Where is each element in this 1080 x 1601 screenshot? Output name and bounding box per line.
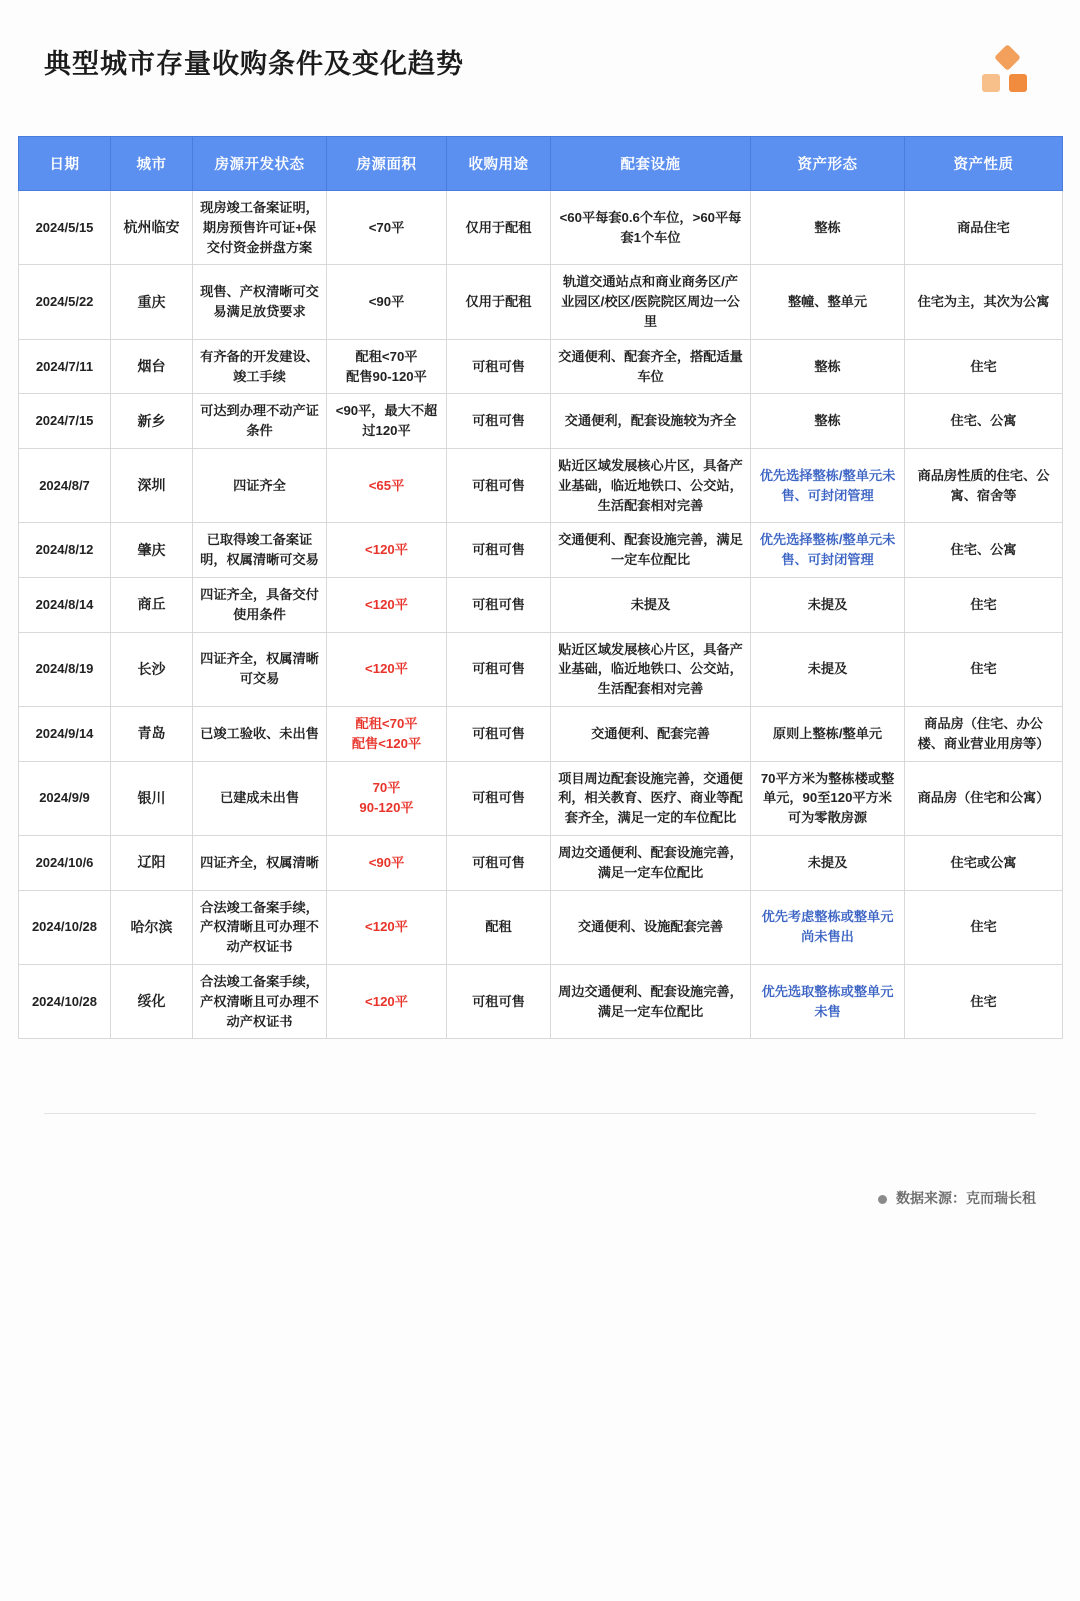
table-row [19,265,1063,339]
cell-date: 2024/10/6 [19,835,111,890]
cell-asset-property: 商品房（住宅、办公楼、商业营业用房等） [905,706,1063,761]
column-header-facility: 配套设施 [551,137,751,191]
cell-city: 绥化 [111,964,193,1038]
cell-asset-form: 未提及 [751,577,905,632]
column-header-asset-form: 资产形态 [751,137,905,191]
cell-facility: 轨道交通站点和商业商务区/产业园区/校区/医院院区周边一公里 [551,265,751,339]
cell-date: 2024/8/12 [19,523,111,578]
cell-asset-property: 住宅、公寓 [905,394,1063,449]
table-header-row [19,137,1063,191]
cell-city: 烟台 [111,339,193,394]
footer-divider [44,1113,1036,1114]
cell-asset-property: 住宅 [905,339,1063,394]
cell-asset-form: 整栋 [751,339,905,394]
cell-date: 2024/8/19 [19,632,111,706]
cell-area: <70平 [327,191,447,265]
cell-city: 新乡 [111,394,193,449]
cell-area: 配租<70平 配售<120平 [327,706,447,761]
cell-date: 2024/8/7 [19,448,111,522]
cell-dev-status: 合法竣工备案手续，产权清晰且可办理不动产权证书 [193,964,327,1038]
cell-area: <120平 [327,577,447,632]
cell-dev-status: 已建成未出售 [193,761,327,835]
table-row [19,964,1063,1038]
table-row [19,394,1063,449]
cell-asset-property: 商品住宅 [905,191,1063,265]
table-row [19,890,1063,964]
cell-asset-property: 住宅 [905,577,1063,632]
cell-area: 配租<70平 配售90-120平 [327,339,447,394]
cell-area: <120平 [327,890,447,964]
cell-use: 可租可售 [447,448,551,522]
cell-city: 银川 [111,761,193,835]
cell-area: <120平 [327,632,447,706]
column-header-city: 城市 [111,137,193,191]
city-acquisition-table [18,136,1063,1039]
cell-facility: <60平每套0.6个车位，>60平每套1个车位 [551,191,751,265]
cell-area: <120平 [327,964,447,1038]
cell-asset-property: 住宅 [905,632,1063,706]
cell-asset-form: 70平方米为整栋楼或整单元，90至120平方米可为零散房源 [751,761,905,835]
cell-dev-status: 已竣工验收、未出售 [193,706,327,761]
table-row [19,191,1063,265]
cell-date: 2024/9/9 [19,761,111,835]
cell-date: 2024/10/28 [19,890,111,964]
cell-dev-status: 合法竣工备案手续，产权清晰且可办理不动产权证书 [193,890,327,964]
cell-use: 可租可售 [447,632,551,706]
cell-facility: 交通便利、设施配套完善 [551,890,751,964]
cell-date: 2024/9/14 [19,706,111,761]
column-header-use: 收购用途 [447,137,551,191]
table-row [19,523,1063,578]
cell-dev-status: 四证齐全 [193,448,327,522]
cell-asset-property: 住宅、公寓 [905,523,1063,578]
cell-city: 商丘 [111,577,193,632]
cell-area: <90平 [327,835,447,890]
cell-facility: 项目周边配套设施完善，交通便利，相关教育、医疗、商业等配套齐全，满足一定的车位配比 [551,761,751,835]
cell-asset-property: 住宅 [905,890,1063,964]
table-container [0,100,1080,1039]
bullet-icon [878,1195,887,1204]
table-row [19,577,1063,632]
cell-use: 配租 [447,890,551,964]
cell-asset-form: 优先选择整栋/整单元未售、可封闭管理 [751,448,905,522]
cell-city: 哈尔滨 [111,890,193,964]
cell-date: 2024/5/15 [19,191,111,265]
cell-use: 可租可售 [447,761,551,835]
cell-dev-status: 现房竣工备案证明，期房预售许可证+保交付资金拼盘方案 [193,191,327,265]
cell-facility: 交通便利、配套完善 [551,706,751,761]
cell-facility: 周边交通便利、配套设施完善，满足一定车位配比 [551,835,751,890]
cell-asset-property: 住宅 [905,964,1063,1038]
cell-area: <120平 [327,523,447,578]
cell-use: 可租可售 [447,706,551,761]
cell-use: 可租可售 [447,523,551,578]
column-header-asset-property: 资产性质 [905,137,1063,191]
source-label: 数据来源： [896,1190,966,1207]
cell-asset-form: 未提及 [751,835,905,890]
cell-asset-form: 原则上整栋/整单元 [751,706,905,761]
cell-facility: 交通便利、配套齐全，搭配适量车位 [551,339,751,394]
cell-date: 2024/7/11 [19,339,111,394]
table-header [19,137,1063,191]
cell-asset-form: 未提及 [751,632,905,706]
cell-dev-status: 有齐备的开发建设、竣工手续 [193,339,327,394]
cell-facility: 交通便利、配套设施完善，满足一定车位配比 [551,523,751,578]
diamond-logo-icon [982,48,1036,100]
page-title: 典型城市存量收购条件及变化趋势 [44,49,464,79]
cell-facility: 未提及 [551,577,751,632]
cell-facility: 交通便利，配套设施较为齐全 [551,394,751,449]
cell-area: <90平，最大不超过120平 [327,394,447,449]
cell-city: 肇庆 [111,523,193,578]
page-header [0,0,1080,100]
cell-date: 2024/10/28 [19,964,111,1038]
cell-city: 辽阳 [111,835,193,890]
cell-city: 重庆 [111,265,193,339]
cell-asset-property: 商品房（住宅和公寓） [905,761,1063,835]
cell-date: 2024/7/15 [19,394,111,449]
cell-asset-property: 住宅为主，其次为公寓 [905,265,1063,339]
column-header-area: 房源面积 [327,137,447,191]
cell-dev-status: 已取得竣工备案证明，权属清晰可交易 [193,523,327,578]
table-row [19,448,1063,522]
cell-asset-property: 住宅或公寓 [905,835,1063,890]
cell-dev-status: 可达到办理不动产证条件 [193,394,327,449]
column-header-date: 日期 [19,137,111,191]
cell-dev-status: 四证齐全，具备交付使用条件 [193,577,327,632]
cell-use: 仅用于配租 [447,191,551,265]
cell-city: 深圳 [111,448,193,522]
cell-date: 2024/5/22 [19,265,111,339]
table-row [19,835,1063,890]
cell-dev-status: 四证齐全，权属清晰可交易 [193,632,327,706]
cell-asset-form: 优先考虑整栋或整单元尚未售出 [751,890,905,964]
cell-facility: 贴近区域发展核心片区，具备产业基础，临近地铁口、公交站，生活配套相对完善 [551,632,751,706]
column-header-dev-status: 房源开发状态 [193,137,327,191]
cell-use: 可租可售 [447,339,551,394]
cell-asset-property: 商品房性质的住宅、公寓、宿舍等 [905,448,1063,522]
cell-area: <90平 [327,265,447,339]
source-value: 克而瑞长租 [966,1190,1036,1207]
cell-use: 可租可售 [447,394,551,449]
cell-city: 长沙 [111,632,193,706]
data-source-note [0,1188,1036,1208]
cell-use: 可租可售 [447,964,551,1038]
cell-use: 可租可售 [447,835,551,890]
table-body [19,191,1063,1039]
table-row [19,761,1063,835]
table-row [19,339,1063,394]
cell-city: 青岛 [111,706,193,761]
cell-facility: 贴近区域发展核心片区，具备产业基础，临近地铁口、公交站，生活配套相对完善 [551,448,751,522]
cell-asset-form: 整栋 [751,191,905,265]
cell-city: 杭州临安 [111,191,193,265]
cell-area: <65平 [327,448,447,522]
cell-dev-status: 四证齐全，权属清晰 [193,835,327,890]
table-row [19,632,1063,706]
cell-asset-form: 优先选择整栋/整单元未售、可封闭管理 [751,523,905,578]
cell-asset-form: 优先选取整栋或整单元未售 [751,964,905,1038]
cell-dev-status: 现售、产权清晰可交易满足放贷要求 [193,265,327,339]
cell-facility: 周边交通便利、配套设施完善，满足一定车位配比 [551,964,751,1038]
cell-area: 70平 90-120平 [327,761,447,835]
cell-asset-form: 整幢、整单元 [751,265,905,339]
cell-use: 可租可售 [447,577,551,632]
cell-asset-form: 整栋 [751,394,905,449]
cell-use: 仅用于配租 [447,265,551,339]
table-row [19,706,1063,761]
cell-date: 2024/8/14 [19,577,111,632]
